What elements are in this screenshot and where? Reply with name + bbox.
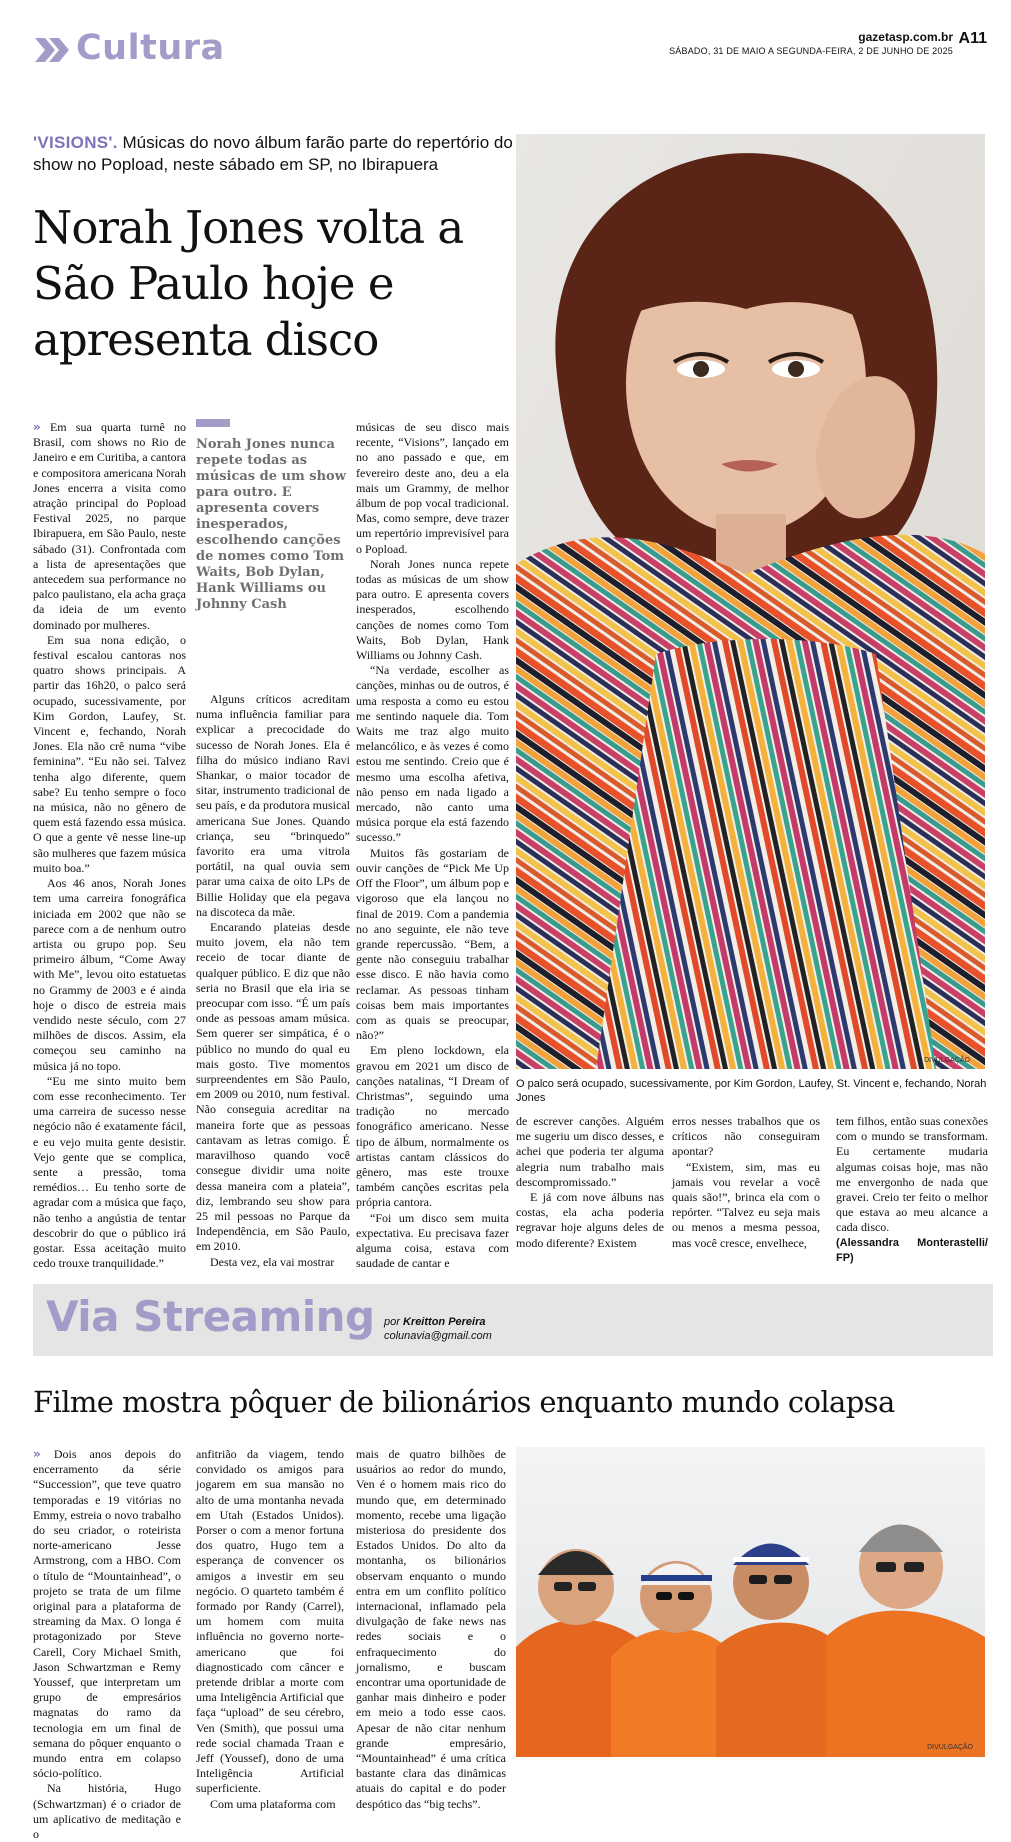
article-column-1 [33,420,186,1271]
paragraph: anfitrião da viagem, tendo convidado os amigos para jogarem em sua mansão no alto de uma montanha nevada em Utah (Estados Unidos). Porser o com a menor fortuna dos quatro, Hugo tem a esperança de convencer os amigos a investir em seu negócio. O quarteto também é formado por Randy (Carrel), um homem com muita influência no governo norte-americano que foi diagnosticado com câncer e pretende driblar a morte com uma Inteligência Artificial que faça “upload” de seu cérebro, Ven (Smith), que possui uma rede social chamada Traan e Jeff (Youssef), dono de uma Inteligência Artificial superficiente. [196,1447,344,1796]
pull-quote: Norah Jones nunca repete todas as músicas de um show para outro. E apresenta covers inesperados, escolhendo canções de nomes como Tom Waits, Bob Dylan, Hank Williams ou Johnny Cash [196,437,346,612]
paragraph: » Em sua quarta turnê no Brasil, com shows no Rio de Janeiro e em Curitiba, a cantora e compositora americana Norah Jones encerra a visita como atração principal do Popload Festival 2025, no parque Ibirapuera, em São Paulo, neste sábado (31). Confrontada com a lista de apresentações que antecedem sua performance no palco paulistano, ela acha graça da ideia de um evento dominado por mulheres. [33,420,186,632]
section-title: Cultura [76,28,225,68]
article2-column-2 [196,1447,344,1812]
paragraph: “Eu me sinto muito bem com esse reconhecimento. Ter uma carreira de sucesso nesse negócio não é exatamente fácil, e eu vejo muita gente desistir. Vejo gente que se complica, sente a pressão, toma remédios… Eu tenho sorte de agradar com a música que faço, não tenho a angústia de tentar descobrir do que o público irá gostar. Essa aceitação muito cedo trouxe tranquilidade.” [33,1073,186,1271]
article-column-5 [672,1114,820,1251]
article-column-6 [836,1114,988,1266]
paragraph: erros nesses trabalhos que os críticos não conseguiram apontar? [672,1114,820,1159]
paragraph: Aos 46 anos, Norah Jones tem uma carreira fonográfica iniciada em 2002 que não se parece com a de nenhum outro artista ou grupo pop. Seu primeiro álbum, “Come Away with Me”, levou oito estatuetas no Grammy de 2003 e é ainda hoje o disco de estreia mais vendido neste século, com 27 milhões de discos. Assim, ela começou seu caminho na música já no topo. [33,876,186,1073]
paragraph: Norah Jones nunca repete todas as músicas de um show para outro. E apresenta covers inesperados, escolhendo canções de nomes como Tom Waits, Bob Dylan, Hank Williams ou Johnny Cash. [356,556,509,663]
byline-email[interactable]: colunavia@gmail.com [384,1330,492,1342]
byline-prefix: por [384,1316,400,1328]
paragraph: » Dois anos depois do encerramento da série “Succession”, que teve quatro temporadas e 19 vitórias no Emmy, estreia o novo trabalho do seu criador, o roteirista norte-americano Jesse Armstrong, com a HBO. Com o título de “Mountainhead”, o projeto se trata de um filme original para a plataforma de streaming da Max. O longa é protagonizado por Steve Carell, Cory Michael Smith, Jason Schwartzman e Remy Youssef, que interpretam um grupo de empresários magnatas do ramo da tecnologia em um final de semana do pôquer enquanto o mundo entra em colapso sócio-político. [33,1447,181,1781]
paragraph: Encarando plateias desde muito jovem, ela não tem receio de tocar diante de qualquer público. E diz que não seria no Brasil que ela iria se preocupar com isso. “É um país onde as pessoas amam música. Sem querer ser simpática, é o público no mundo do qual eu mais gosto. Tive momentos surpreendentes em São Paulo, em 2009 ou 2010, num festival. Não conseguia acreditar na maneira forte que as pessoas cantavam as letras comigo. É maravilhoso quando você consegue dividir uma noite dessa maneira com a plateia”, diz, lembrando seu show para 25 mil pessoas no Parque da Independência, em São Paulo, em 2010. [196,920,350,1254]
chevron-icon: » [33,1447,41,1461]
paragraph: Alguns críticos acreditam numa influência familiar para explicar a precocidade do sucesso de Norah Jones. Ela é filha do músico indiano Ravi Shankar, o maior tocador de sitar, instrumento tradicional de seu país, e da produtora musical americana Sue Jones. Quando criança, seu “brinquedo” favorito era uma vitrola portátil, na qual ouvia sem parar uma caixa de oito LPs de Billie Holiday que ela pegava na discoteca da mãe. [196,692,350,919]
paragraph: músicas de seu disco mais recente, “Visions”, lançado em no ano passado e que, em fevereiro deste ano, deu a ela mais um Grammy, de melhor álbum de pop vocal tradicional. Mas, como sempre, deve trazer um repertório imprevisível para o Popload. [356,420,509,556]
article-column-3 [356,420,509,1271]
section-chevron-icon [33,37,73,63]
article-column-4 [516,1114,664,1251]
chevron-icon: » [33,420,41,434]
photo-credit: DIVULGAÇÃO [924,1057,970,1064]
article-column-2 [196,692,350,1270]
paragraph: Desta vez, ela vai mostrar [210,1254,335,1269]
page-number: A11 [958,30,987,47]
issue-date: SÁBADO, 31 DE MAIO A SEGUNDA-FEIRA, 2 DE JUNHO DE 2025 [669,46,953,56]
kicker-tag: 'VISIONS'. [33,133,118,152]
byline-author: Kreitton Pereira [402,1316,486,1328]
paragraph: Na história, Hugo (Schwartzman) é o criador de um aplicativo de meditação e o [33,1781,181,1842]
article-headline: Norah Jones volta a São Paulo hoje e apresenta disco [33,201,464,366]
paragraph: Muitos fãs gostariam de ouvir canções de “Pick Me Up Off the Floor”, um álbum pop e vigoroso que ela lançou no final de 2019. Com a pandemia no ano seguinte, ele não teve grande repercussão. “Bem, a gente não conseguiu trabalhar esse disco. E não havia como reclamar. As pessoas tinham coisas bem mais importantes com as quais se preocupar, não?” [356,845,509,1043]
kicker-text: Músicas do novo álbum farão parte do repertório do show no Popload, neste sábado em SP, no Ibirapuera [33,133,513,174]
mountainhead-photo [516,1447,985,1757]
paragraph: Em pleno lockdown, ela gravou em 2021 um disco de canções natalinas, “I Dream of Christmas”, seguindo uma tradição no mercado fonográfico americano. Nesse tipo de álbum, normalmente os artistas cantam clássicos do gênero, mas este trouxe também canções escritas pela própria cantora. [356,1043,509,1210]
article2-headline: Filme mostra pôquer de bilionários enquanto mundo colapsa [33,1385,895,1419]
portrait-illustration [516,134,985,1069]
paragraph: de escrever canções. Alguém me sugeriu um disco desses, e achei que poderia ter alguma alegria num trabalho mais descompromissado.” [516,1114,664,1189]
photo-caption: O palco será ocupado, sucessivamente, por Kim Gordon, Laufey, St. Vincent e, fechando, Norah Jones [516,1078,987,1104]
paragraph: “Foi um disco sem muita expectativa. Eu precisava fazer alguma coisa, estava com saudade de cantar e [356,1210,509,1271]
article2-column-1 [33,1447,181,1842]
paragraph: mais de quatro bilhões de usuários ao redor do mundo, Ven é o homem mais rico do mundo que, em determinado momento, recebe uma ligação misteriosa do presidente dos Estados Unidos. Do alto da montanha, os bilionários observam enquanto o mundo entra em um conflito político internacional, inflamado pela divulgação de fake news nas redes sociais e o enfraquecimento do jornalismo, e buscam encontrar uma oportunidade de ganhar mais dinheiro e poder em meio a todo esse caos. Apesar de não citar nenhum grande empresário, “Mountainhead” é uma crítica bastante clara das dinâmicas atuais do capital e do poder despótico das “big techs”. [356,1447,506,1811]
pull-quote-bar [196,419,230,427]
paragraph: tem filhos, então suas conexões com o mundo se transformam. Eu certamente mudaria algumas coisas hoje, mas não me envergonho de nada que gravei. Creio ter feito o melhor que estava ao meu alcance a cada disco. [836,1114,988,1235]
paragraph: “Na verdade, escolher as canções, minhas ou de outros, é uma resposta a como eu estou me sentindo naquele dia. Tom Waits me traz algo muito melancólico, e às vezes é como estou me sentindo. Creio que é mesmo uma escolha afetiva, não penso em nada ligado a mercado, não canto uma música porque ela está fazendo sucesso.” [356,663,509,845]
norah-jones-photo [516,134,985,1069]
paragraph: Em sua nona edição, o festival escalou cantoras nos quatro shows principais. A partir das 16h20, o palco será ocupado, sucessivamente, por Kim Gordon, Laufey, St. Vincent e, fechando, Norah Jones. Ela não crê numa “vibe feminina”. “Eu não sei. Talvez tenha algo diferente, quem sabe? Eu tenho sempre o foco na música, não no gênero de quem está fazendo essa música. O que a gente vê nesse line-up são mulheres que fazem música muito boa.” [33,632,186,875]
masthead-info [669,30,953,58]
author-credit: (Alessandra Monterastelli/ FP) [836,1236,988,1264]
paragraph: “Existem, sim, mas eu jamais vou revelar a você quais são!”, brinca ela com o repórter. “Talvez eu seja mais ou menos a mesma pessoa, mas você cresce, envelhece, [672,1159,820,1250]
article2-column-3 [356,1447,506,1812]
article-kicker [33,132,513,176]
photo-credit: DIVULGAÇÃO [927,1744,973,1751]
site-url[interactable]: gazetasp.com.br [858,30,953,44]
cast-illustration [516,1447,985,1757]
column-byline [384,1315,492,1343]
paragraph: Com uma plataforma com [210,1796,336,1811]
column-title: Via Streaming [46,1292,375,1341]
paragraph: E já com nove álbuns nas costas, ela acha poderia regravar hoje alguns deles de modo diferente? Existem [516,1190,664,1250]
